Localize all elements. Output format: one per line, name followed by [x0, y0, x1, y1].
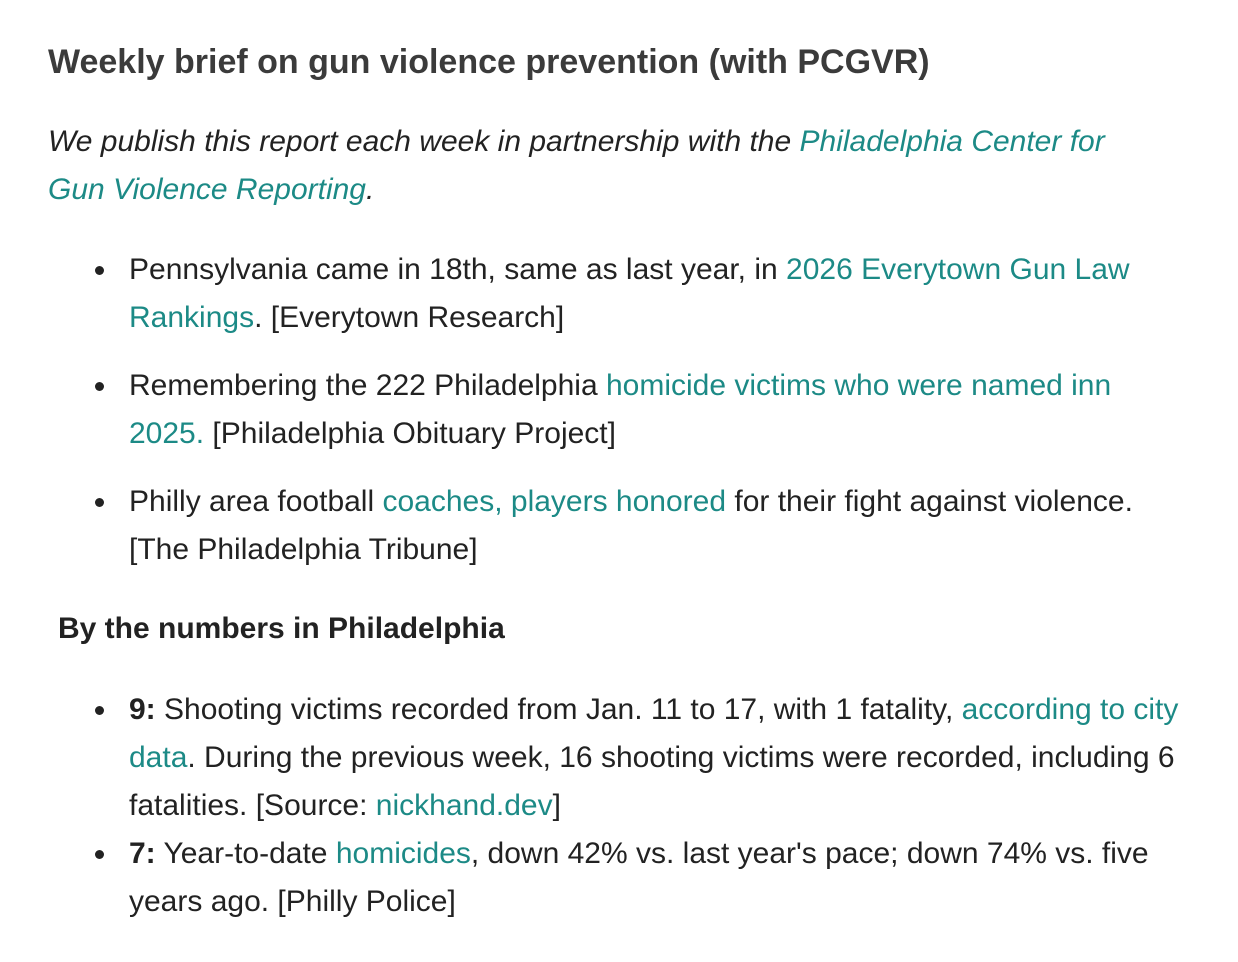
news-item [80, 478, 1190, 574]
news-item-source: . [Everytown Research] [254, 301, 565, 334]
news-item-text: Philly area football [129, 485, 383, 518]
stat-text: , down 42% vs. last year's pace; down 74% vs. five years ago. [Philly Police] [129, 837, 1149, 918]
intro-text-end: . [366, 173, 375, 206]
stat-text: . During the previous week, 16 shooting victims were recorded, including 6 fatalities. [Source: [129, 741, 1175, 822]
news-item-text: Remembering the 222 Philadelphia [129, 369, 606, 402]
stat-text-end: ] [552, 789, 561, 822]
nickhand-link[interactable]: nickhand.dev [375, 789, 553, 822]
news-item-source: [Philadelphia Obituary Project] [204, 417, 616, 450]
news-item-source: for their fight against violence. [The Philadelphia Tribune] [129, 485, 1133, 566]
stat-text: Shooting victims recorded from Jan. 11 to 17, with 1 fatality, [155, 693, 962, 726]
coaches-players-link[interactable]: coaches, players honored [382, 485, 727, 518]
news-item [80, 246, 1190, 342]
intro-text: We publish this report each week in partnership with the [48, 125, 800, 158]
news-list [80, 246, 1190, 594]
brief-intro [48, 118, 1158, 214]
stat-text: Year-to-date [155, 837, 336, 870]
brief-title: Weekly brief on gun violence prevention (with PCGVR) [48, 43, 930, 81]
numbers-list [80, 686, 1190, 926]
homicide-victims-link[interactable]: homicide victims who were named inn 2025. [129, 369, 1112, 450]
numbers-heading: By the numbers in Philadelphia [58, 612, 505, 645]
city-data-link[interactable]: according to city data [129, 693, 1179, 774]
stat-number: 9: [129, 693, 156, 726]
stat-number: 7: [129, 837, 156, 870]
news-item [80, 362, 1190, 458]
news-item-text: Pennsylvania came in 18th, same as last year, in [129, 253, 787, 286]
homicides-link[interactable]: homicides [335, 837, 471, 870]
stat-item [80, 830, 1190, 926]
everytown-rankings-link[interactable]: 2026 Everytown Gun Law Rankings [129, 253, 1130, 334]
stat-item [80, 686, 1190, 830]
pcgvr-link[interactable]: Philadelphia Center for Gun Violence Reporting [48, 125, 1105, 206]
